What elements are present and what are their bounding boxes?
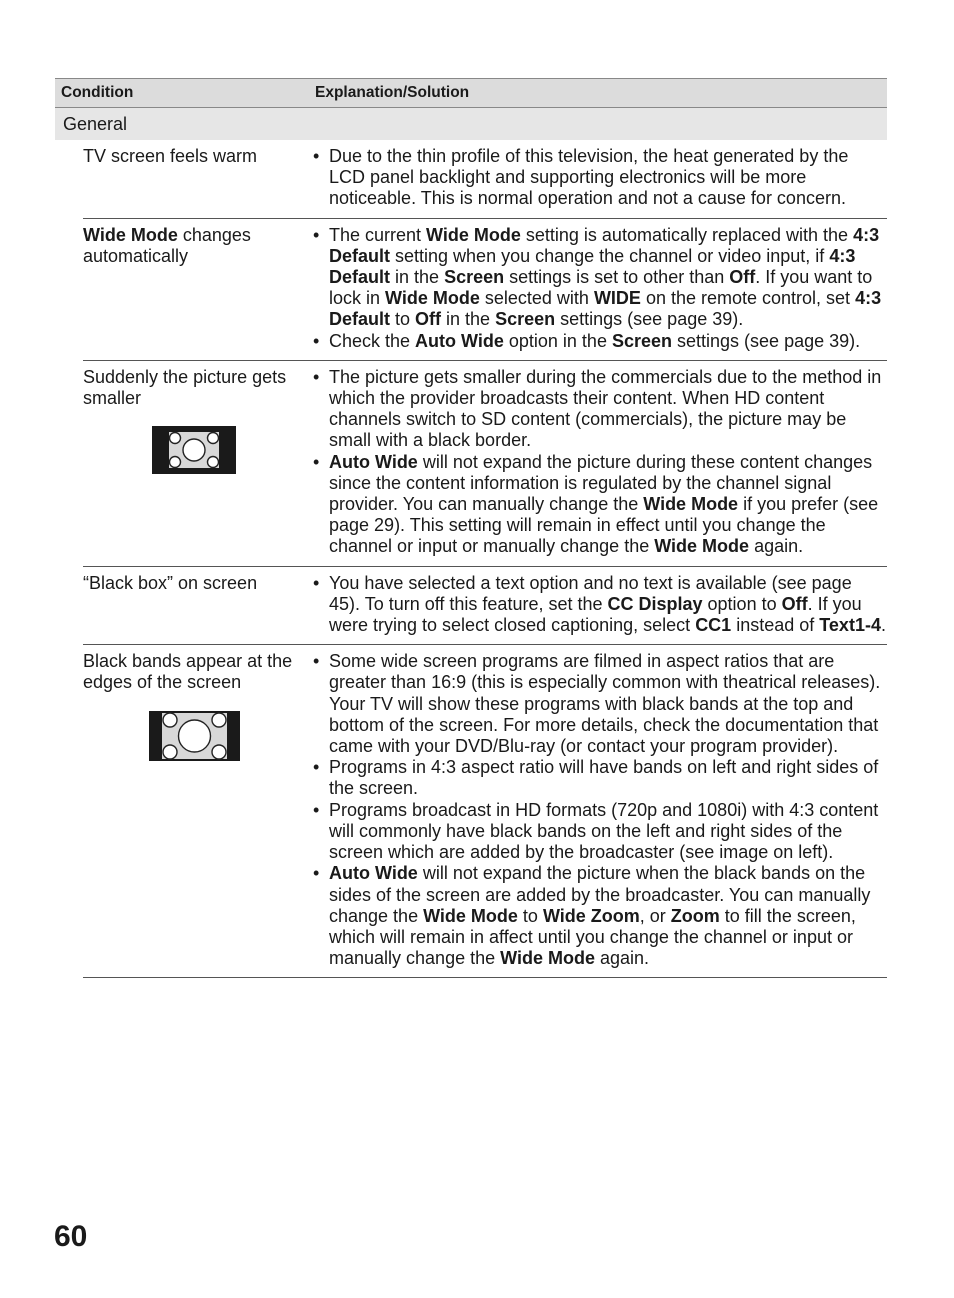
troubleshooting-table — [55, 78, 887, 978]
condition-cell — [83, 146, 309, 210]
illustration-wrapper — [83, 426, 309, 479]
bullet-item — [309, 225, 887, 331]
bold-term: Screen — [495, 309, 556, 330]
condition-text — [83, 651, 309, 693]
table-row — [83, 361, 887, 567]
text-run: Programs in 4:3 aspect ratio will have bands on left and right sides of the screen. — [329, 757, 879, 799]
text-run: Check the — [329, 330, 416, 351]
bold-term: Auto Wide — [329, 451, 418, 472]
bullet-text — [329, 757, 887, 799]
text-run: . — [880, 615, 886, 636]
bullet-text — [329, 573, 887, 637]
explanation-cell — [309, 573, 887, 637]
condition-cell — [83, 225, 309, 352]
text-run: option in the — [503, 330, 612, 351]
bold-term: Wide Mode — [423, 905, 518, 926]
text-run: The current — [329, 224, 427, 245]
condition-text — [83, 225, 309, 267]
bold-term: 4:3 Default — [329, 288, 882, 330]
bullet-icon: • — [313, 651, 320, 672]
condition-cell — [83, 367, 309, 558]
text-run: on the remote control, set — [640, 288, 856, 309]
text-run: to — [517, 905, 543, 926]
text-run: , or — [639, 905, 671, 926]
bullet-item — [309, 863, 887, 969]
bullet-icon: • — [313, 799, 320, 820]
bold-term: Text1-4 — [819, 615, 881, 636]
table-body — [55, 140, 887, 978]
text-run: TV screen feels warm — [83, 146, 258, 166]
bold-term: Off — [781, 593, 808, 614]
bold-term: Zoom — [670, 905, 720, 926]
bold-term: CC1 — [695, 615, 732, 636]
text-run: again. — [749, 536, 804, 557]
condition-cell — [83, 573, 309, 637]
condition-text — [83, 573, 309, 594]
condition-text — [83, 367, 309, 409]
bullet-text — [329, 800, 887, 864]
text-run: settings (see page 39). — [555, 309, 744, 330]
page-number: 60 — [54, 1220, 88, 1253]
text-run: Due to the thin profile of this television, the heat generated by the LCD panel backlight and supporting electronics will be more noticeable. This is normal operation and not a cause for concern. — [329, 146, 849, 209]
table-row — [83, 140, 887, 219]
text-run: “Black box” on screen — [83, 572, 258, 593]
bold-term: Screen — [611, 330, 673, 351]
bold-term: CC Display — [607, 593, 703, 614]
text-run: settings (see page 39). — [672, 330, 861, 351]
bold-term: Wide Mode — [643, 494, 739, 515]
explanation-cell — [309, 225, 887, 352]
bold-term: Wide Zoom — [542, 905, 640, 926]
table-row — [83, 645, 887, 978]
bullet-icon: • — [313, 366, 320, 387]
bullet-item — [309, 146, 887, 210]
text-run: if you prefer (see page 29). This setting will remain in effect until you change the channel or input or manually change the — [329, 494, 879, 557]
bold-term: Wide Mode — [654, 536, 750, 557]
bullet-item — [309, 452, 887, 558]
bold-term: 4:3 Default — [329, 245, 856, 288]
explanation-cell — [309, 146, 887, 210]
bold-term: Wide Mode — [500, 948, 595, 969]
text-run: You have selected a text option and no text is available (see page 45). To turn off this feature, set the — [329, 572, 852, 614]
illustration-wrapper — [83, 711, 309, 766]
bullet-text — [329, 367, 887, 452]
bold-term: 4:3 Default — [329, 224, 880, 266]
text-run: will not expand the picture during these content changes since the content information is regulated by the channel signal provider. You can manually change the — [329, 451, 873, 515]
text-run: Black bands appear at the edges of the screen — [83, 651, 293, 693]
table-header — [55, 78, 887, 108]
condition-cell — [83, 651, 309, 969]
text-run: settings is set to other than — [504, 267, 730, 288]
bullet-item — [309, 651, 887, 757]
bold-term: Off — [729, 267, 756, 288]
bullet-icon: • — [313, 863, 320, 884]
bullet-text — [329, 863, 887, 969]
bullet-text — [329, 225, 887, 331]
text-run: again. — [594, 948, 650, 969]
bullet-text — [329, 452, 887, 558]
text-run: Suddenly the picture gets smaller — [83, 366, 287, 409]
text-run: setting is automatically replaced with the — [520, 224, 854, 245]
bold-term: Auto Wide — [329, 863, 418, 884]
section-heading: General — [55, 108, 887, 140]
bullet-item — [309, 367, 887, 452]
bullet-item — [309, 800, 887, 864]
bold-term: Wide Mode — [385, 288, 480, 309]
text-run: in the — [441, 309, 496, 330]
bold-term: Off — [415, 309, 442, 330]
bullet-text — [329, 331, 887, 352]
text-run: changes automatically — [83, 224, 251, 266]
table-row — [83, 567, 887, 646]
text-run: to fill the screen, which will remain in affect until you change the channel or input or manually change the — [329, 905, 856, 969]
table-row — [83, 219, 887, 361]
bold-term: Wide Mode — [426, 224, 521, 245]
condition-header: Condition — [61, 84, 134, 101]
bullet-item — [309, 573, 887, 637]
bullet-icon: • — [313, 451, 320, 472]
bold-term: WIDE — [593, 288, 641, 309]
text-run: to — [390, 309, 416, 330]
explanation-cell — [309, 367, 887, 558]
text-run: . If you want to lock in — [329, 267, 873, 309]
text-run: in the — [390, 267, 445, 288]
bold-term: Auto Wide — [415, 330, 504, 351]
bullet-icon: • — [313, 224, 320, 245]
bullet-item — [309, 757, 887, 799]
smaller-picture-illustration — [152, 426, 236, 474]
side-bands-illustration — [149, 711, 240, 761]
bullet-text — [329, 651, 887, 757]
text-run: instead of — [731, 615, 820, 636]
condition-text — [83, 146, 309, 167]
explanation-header: Explanation/Solution — [315, 84, 470, 101]
text-run: Some wide screen programs are filmed in aspect ratios that are greater than 16:9 (this is especially common with theatrical releases). Your TV will show these programs with black bands at the top and bottom of the screen. For more details, check the documentation that came with your DVD/Blu-ray (or contact your program provider). — [329, 651, 881, 757]
explanation-cell — [309, 651, 887, 969]
bullet-icon: • — [313, 330, 320, 351]
text-run: The picture gets smaller during the commercials due to the method in which the provider broadcasts their content. When HD content channels switch to SD content (commercials), the picture may be small with a black border. — [329, 366, 882, 451]
text-run: selected with — [479, 288, 594, 309]
bullet-icon: • — [313, 757, 320, 778]
bullet-text — [329, 146, 887, 210]
text-run: will not expand the picture when the black bands on the sides of the screen are added by the broadcaster. You can manually change the — [329, 863, 871, 926]
bold-term: Screen — [444, 267, 505, 288]
text-run: . If you were trying to select closed captioning, select — [329, 593, 862, 636]
bold-term: Wide Mode — [83, 224, 178, 245]
text-run: option to — [702, 593, 782, 614]
text-run: setting when you change the channel or video input, if — [390, 245, 830, 266]
text-run: Programs broadcast in HD formats (720p and 1080i) with 4:3 content will commonly have black bands on the left and right sides of the screen which are added by the broadcaster (see image on left). — [329, 799, 879, 863]
bullet-item — [309, 331, 887, 352]
bullet-icon: • — [313, 146, 320, 166]
bullet-icon: • — [313, 572, 320, 593]
